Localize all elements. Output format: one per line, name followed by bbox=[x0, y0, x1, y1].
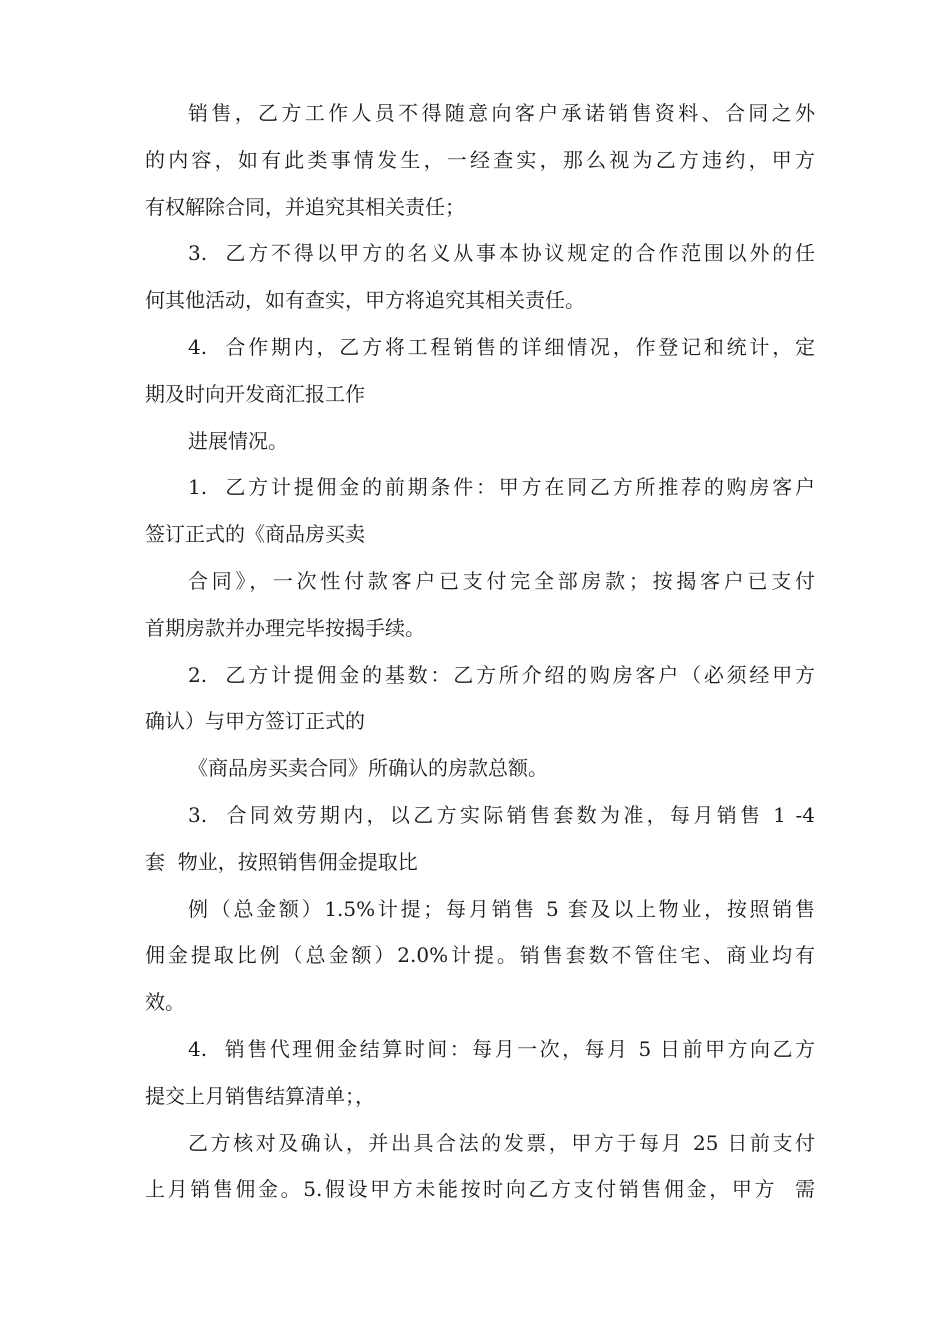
text-line: 有权解除合同，并追究其相关责任； bbox=[145, 194, 465, 219]
text-line: 期及时向开发商汇报工作 bbox=[145, 381, 365, 406]
text-line: 《商品房买卖合同》所确认的房款总额。 bbox=[188, 756, 548, 781]
text-line: 进展情况。 bbox=[188, 428, 288, 453]
text-line: 2. 乙方计提佣金的基数：乙方所介绍的购房客户（必须经甲方 bbox=[188, 662, 815, 687]
document-body bbox=[145, 90, 815, 1213]
text-line: 例（总金额）1.5%计提；每月销售 5 套及以上物业，按照销售 bbox=[188, 896, 815, 921]
text-line: 3. 合同效劳期内，以乙方实际销售套数为准，每月销售 1 -4 bbox=[188, 802, 815, 827]
text-line: 套 物业，按照销售佣金提取比 bbox=[145, 849, 418, 874]
text-line: 乙方核对及确认，并出具合法的发票，甲方于每月 25 日前支付 bbox=[188, 1130, 815, 1155]
text-line: 4. 销售代理佣金结算时间：每月一次，每月 5 日前甲方向乙方 bbox=[188, 1036, 815, 1061]
text-line: 的内容，如有此类事情发生，一经查实，那么视为乙方违约，甲方 bbox=[145, 147, 815, 172]
text-line: 效。 bbox=[145, 990, 185, 1015]
text-line: 销售，乙方工作人员不得随意向客户承诺销售资料、合同之外 bbox=[188, 101, 815, 125]
text-line: 4. 合作期内，乙方将工程销售的详细情况，作登记和统计，定 bbox=[188, 334, 815, 359]
text-line: 合同》，一次性付款客户已支付完全部房款；按揭客户已支付 bbox=[188, 568, 815, 593]
text-line: 1. 乙方计提佣金的前期条件：甲方在同乙方所推荐的购房客户 bbox=[188, 475, 815, 500]
text-line: 首期房款并办理完毕按揭手续。 bbox=[145, 615, 425, 640]
text-line: 确认）与甲方签订正式的 bbox=[145, 709, 365, 734]
text-line: 上月销售佣金。5.假设甲方未能按时向乙方支付销售佣金，甲方 需 bbox=[145, 1177, 815, 1202]
text-line: 提交上月销售结算清单；， bbox=[145, 1083, 375, 1108]
text-line: 签订正式的《商品房买卖 bbox=[145, 522, 365, 547]
text-line: 佣金提取比例（总金额）2.0%计提。销售套数不管住宅、商业均有 bbox=[145, 943, 815, 968]
text-line: 3. 乙方不得以甲方的名义从事本协议规定的合作范围以外的任 bbox=[188, 241, 815, 266]
text-line: 何其他活动，如有查实，甲方将追究其相关责任。 bbox=[145, 288, 585, 313]
